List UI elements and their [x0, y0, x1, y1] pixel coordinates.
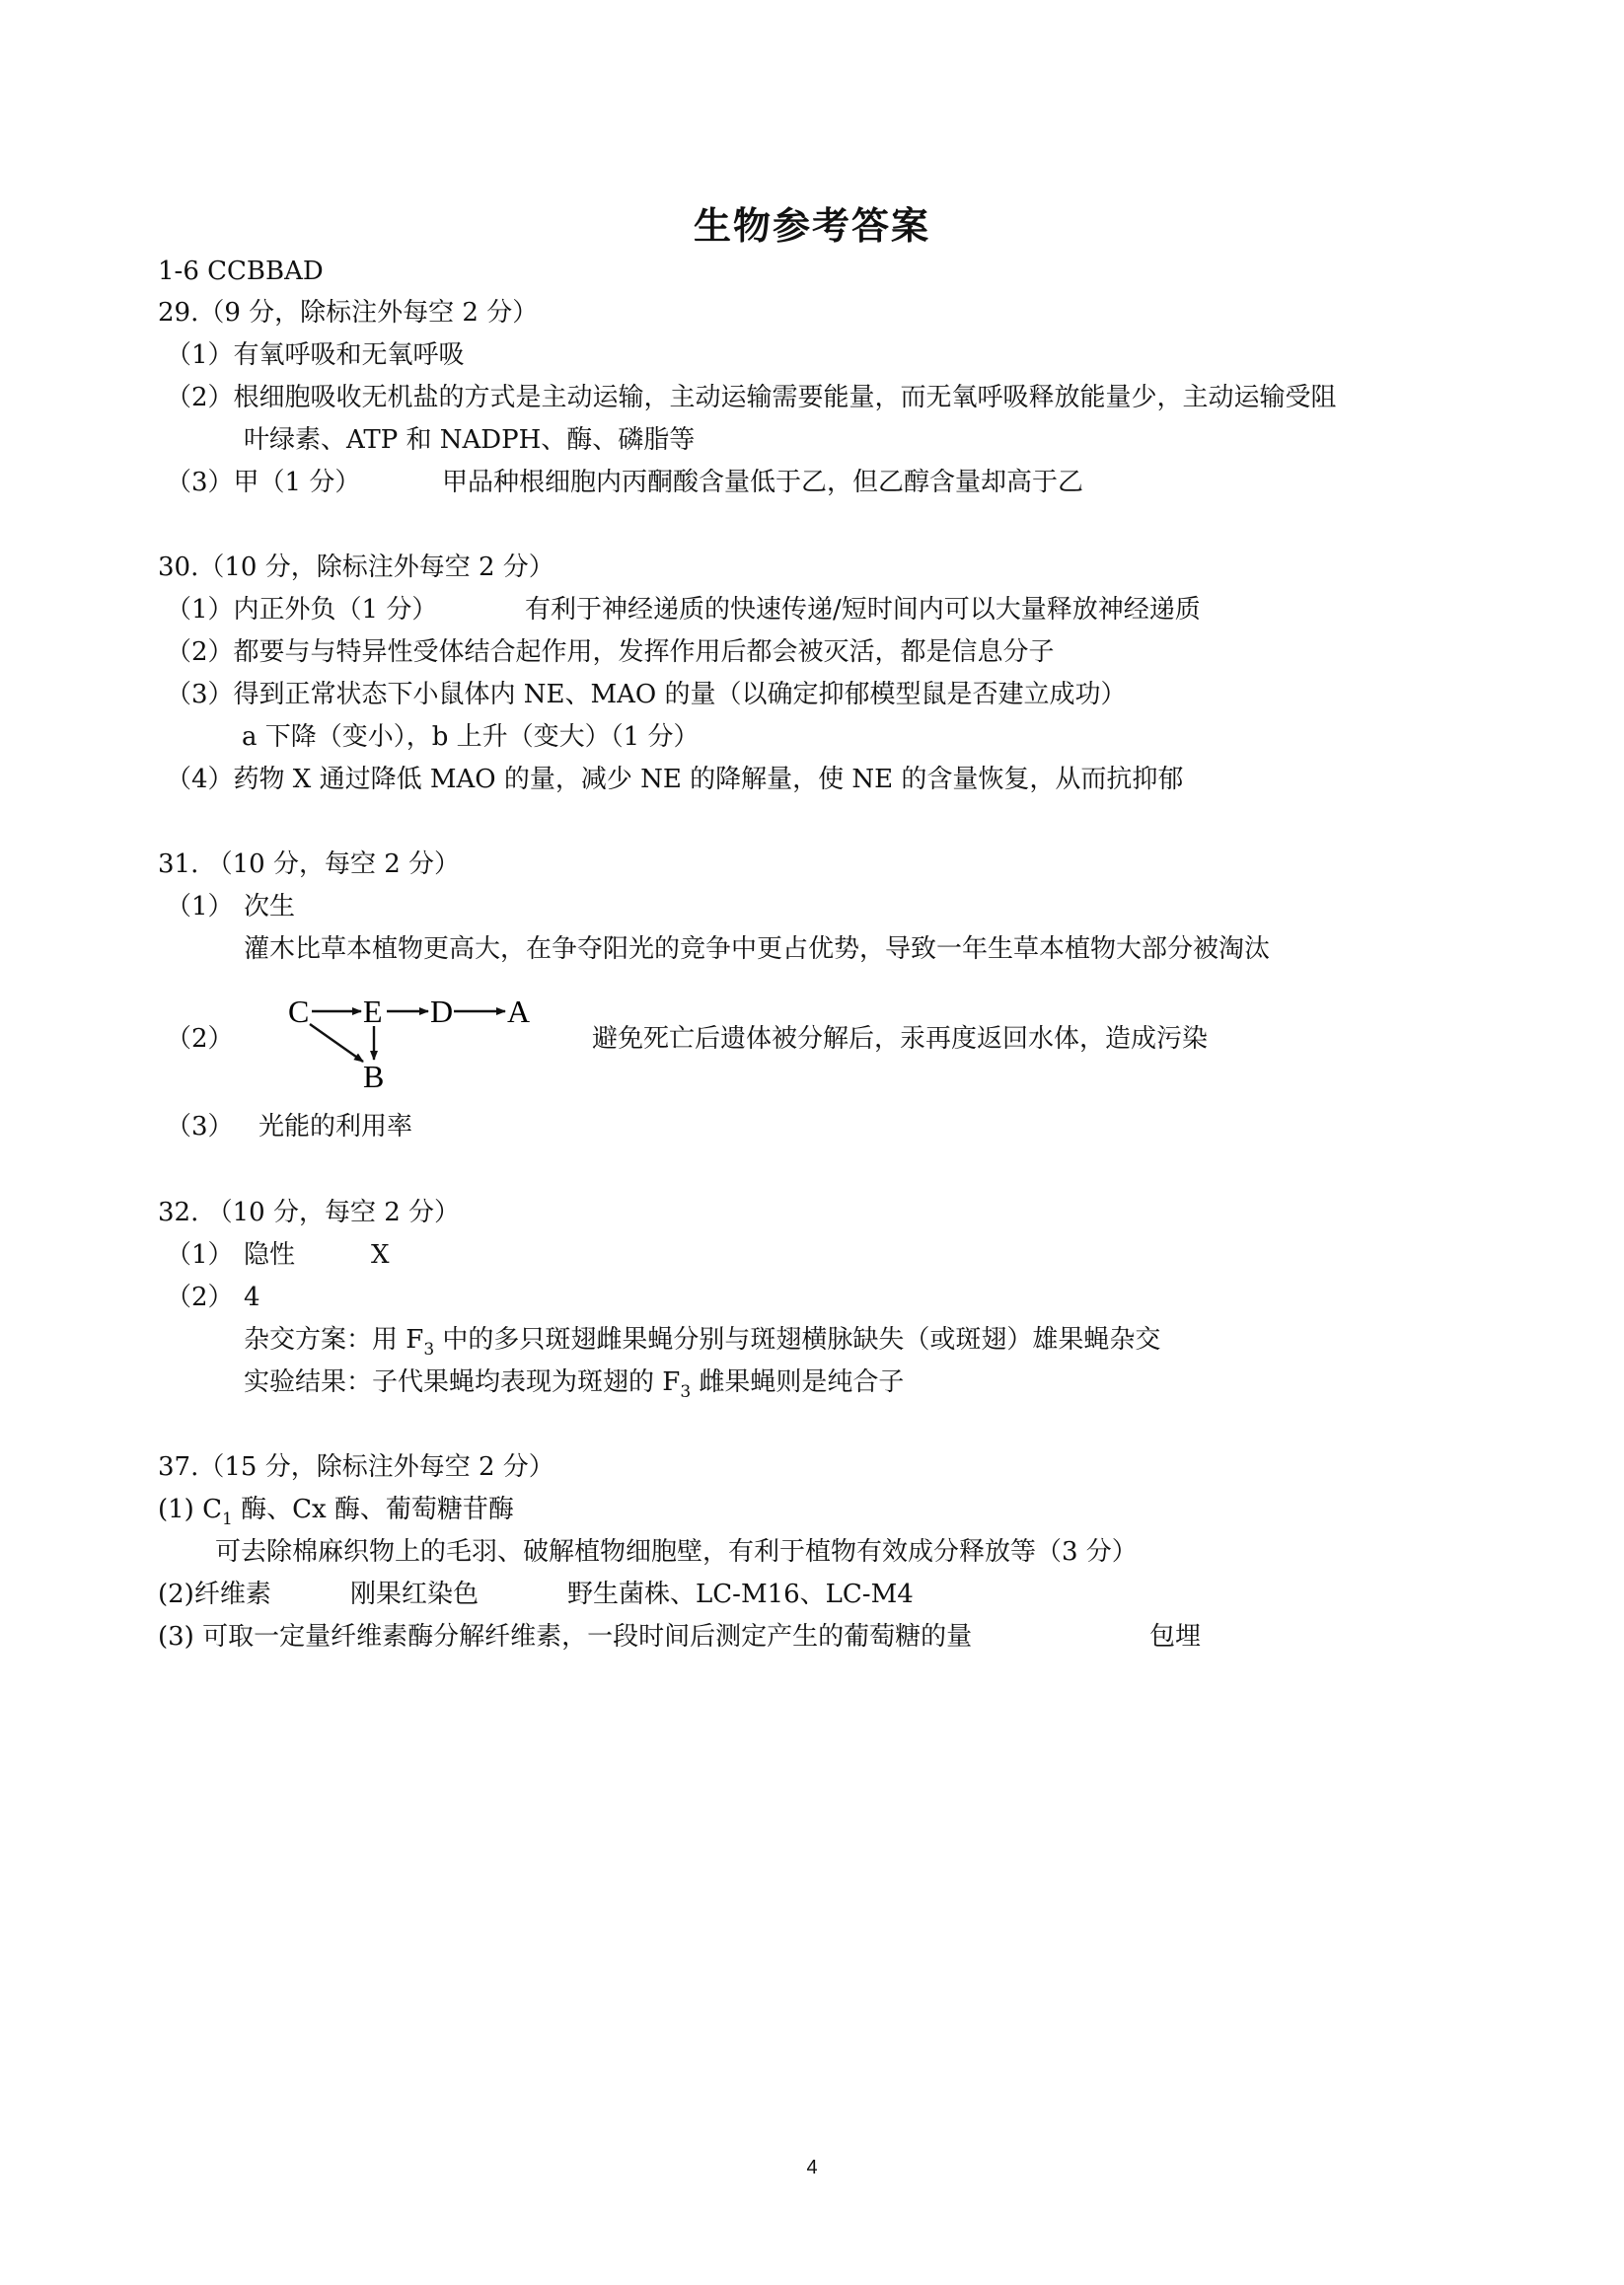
- q29-answer-3-label: （3）甲（1 分）: [166, 468, 361, 497]
- result-sub: 3: [680, 1382, 692, 1402]
- page-number: 4: [806, 2157, 818, 2178]
- q37-a1-post: 酶、Cx 酶、葡萄糖苷酶: [232, 1495, 514, 1524]
- q30-answer-3b: a 下降（变小），b 上升（变大）（1 分）: [242, 722, 700, 752]
- q30-header: 30.（10 分，除标注外每空 2 分）: [158, 553, 554, 582]
- q37-answer-3-text2: 包埋: [1149, 1622, 1202, 1652]
- arrow-c-to-b: [310, 1024, 363, 1062]
- q29-header: 29.（9 分，除标注外每空 2 分）: [158, 298, 539, 328]
- q31-answer-2-text: 避免死亡后遗体被分解后，汞再度返回水体，造成污染: [592, 1024, 1209, 1054]
- q29-answer-1: （1）有氧呼吸和无氧呼吸: [166, 340, 465, 370]
- q30-answer-1-text: 有利于神经递质的快速传递/短时间内可以大量释放神经递质: [525, 595, 1201, 625]
- q31-answer-3-label: （3）: [166, 1112, 234, 1142]
- q32-answer-1-label: （1）: [166, 1240, 234, 1270]
- cross-scheme-post: 中的多只斑翅雌果蝇分别与斑翅横脉缺失（或斑翅）雄果蝇杂交: [434, 1325, 1161, 1355]
- q37-answer-1b: 可去除棉麻织物上的毛羽、破解植物细胞壁，有利于植物有效成分释放等（3 分）: [215, 1537, 1138, 1567]
- q37-a1-pre: (1) C: [158, 1495, 222, 1524]
- q37-answer-3: (3) 可取一定量纤维素酶分解纤维素，一段时间后测定产生的葡萄糖的量: [158, 1622, 973, 1652]
- q32-answer-1-text2: X: [371, 1240, 390, 1270]
- q32-answer-2-label: （2）: [166, 1283, 234, 1312]
- node-d: D: [430, 994, 454, 1029]
- q30-answer-3: （3）得到正常状态下小鼠体内 NE、MAO 的量（以确定抑郁模型鼠是否建立成功）: [166, 680, 1127, 709]
- q32-answer-1-text: 隐性: [244, 1240, 296, 1270]
- node-c: C: [288, 994, 310, 1029]
- q31-header: 31. （10 分，每空 2 分）: [158, 849, 461, 879]
- q37-answer-2-text2: 刚果红染色: [350, 1580, 480, 1609]
- choice-answers: 1-6 CCBBAD: [158, 257, 324, 286]
- q29-answer-3-text: 甲品种根细胞内丙酮酸含量低于乙，但乙醇含量却高于乙: [442, 468, 1084, 497]
- q30-answer-1-label: （1）内正外负（1 分）: [166, 595, 438, 625]
- q31-answer-2-label: （2）: [166, 1024, 234, 1054]
- q29-answer-2: （2）根细胞吸收无机盐的方式是主动运输，主动运输需要能量，而无氧呼吸释放能量少，主动运输受阻: [166, 383, 1337, 412]
- q37-a1-sub: 1: [222, 1510, 233, 1529]
- node-a: A: [507, 994, 531, 1029]
- q30-answer-2: （2）都要与与特异性受体结合起作用，发挥作用后都会被灭活，都是信息分子: [166, 637, 1055, 667]
- q32-result: [244, 1365, 904, 1402]
- node-b: B: [363, 1059, 385, 1094]
- q32-header: 32. （10 分，每空 2 分）: [158, 1198, 461, 1227]
- node-e: E: [363, 994, 383, 1029]
- result-pre: 实验结果：子代果蝇均表现为斑翅的 F: [244, 1367, 681, 1397]
- q37-answer-1: [158, 1493, 514, 1529]
- q37-answer-2-text3: 野生菌株、LC-M16、LC-M4: [567, 1580, 914, 1609]
- q32-cross-scheme: [244, 1323, 1160, 1360]
- q37-answer-2-label: (2)纤维素: [158, 1580, 271, 1609]
- q29-answer-2b: 叶绿素、ATP 和 NADPH、酶、磷脂等: [244, 425, 696, 455]
- cross-scheme-sub: 3: [423, 1340, 435, 1360]
- q31-answer-1b: 灌木比草本植物更高大，在争夺阳光的竞争中更占优势，导致一年生草本植物大部分被淘汰: [244, 934, 1271, 964]
- q30-answer-4: （4）药物 X 通过降低 MAO 的量，减少 NE 的降解量，使 NE 的含量恢复，从而抗抑郁: [166, 765, 1184, 794]
- q37-header: 37.（15 分，除标注外每空 2 分）: [158, 1452, 554, 1482]
- food-web-diagram: [276, 983, 572, 1101]
- q31-answer-1-label: （1）: [166, 892, 234, 921]
- q31-answer-1-text: 次生: [244, 892, 296, 921]
- q31-answer-3-text: 光能的利用率: [258, 1112, 413, 1142]
- page-title: 生物参考答案: [693, 204, 930, 248]
- cross-scheme-pre: 杂交方案：用 F: [244, 1325, 424, 1355]
- result-post: 雌果蝇则是纯合子: [691, 1367, 905, 1397]
- q32-answer-2-text: 4: [244, 1283, 260, 1312]
